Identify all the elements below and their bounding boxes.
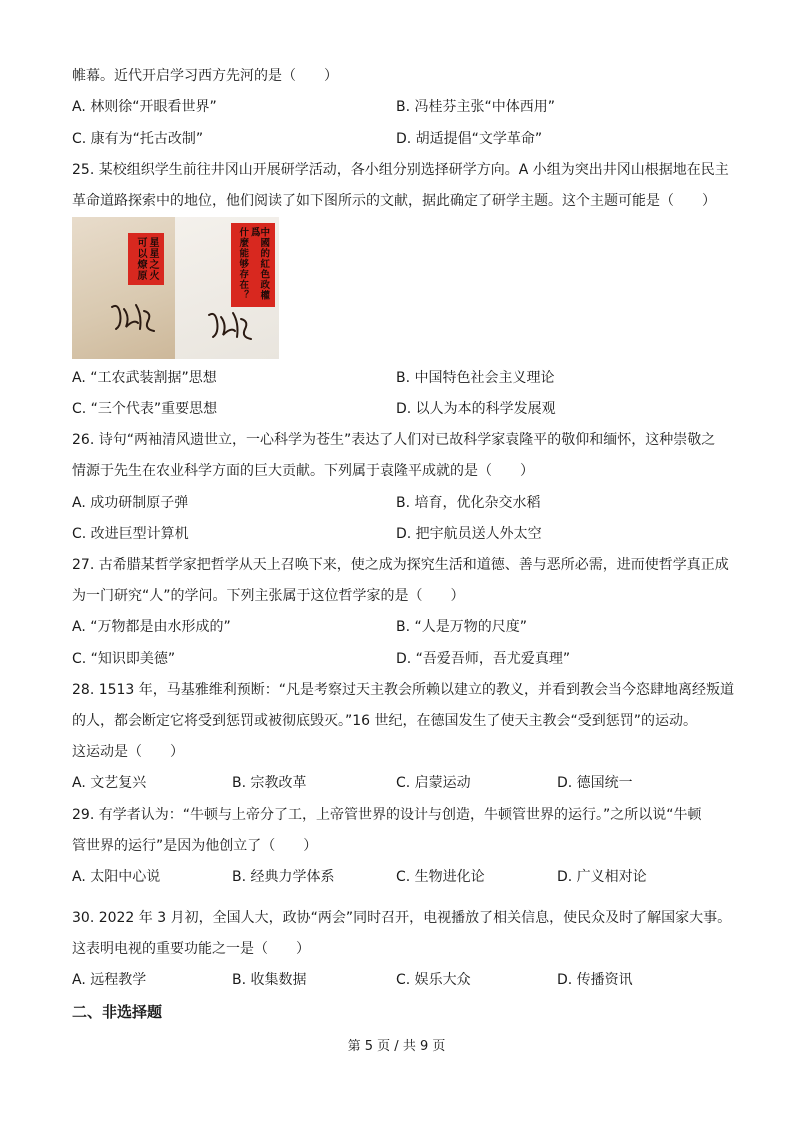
q28-option-a: A. 文艺复兴 [72, 775, 147, 791]
q28-option-b: B. 宗教改革 [232, 775, 307, 791]
q30-stem-line-1: 30. 2022 年 3 月初，全国人大，政协“两会”同时召开，电视播放了相关信息，使民众及时了解国家大事。 [72, 910, 732, 926]
q30-option-d: D. 传播资讯 [557, 972, 633, 988]
book2-title-col-1: 中國的紅色政權爲 [248, 227, 270, 301]
signature-icon [205, 307, 255, 347]
q28-option-c: C. 启蒙运动 [396, 775, 471, 791]
q30-option-a: A. 远程教学 [72, 972, 147, 988]
signature-icon [108, 299, 158, 339]
page-number-footer: 第 5 页 / 共 9 页 [347, 1039, 446, 1054]
q26-stem-line-1: 26. 诗句“两袖清风遗世立，一心科学为苍生”表达了人们对已故科学家袁隆平的敬仰和缅怀，这种崇敬之 [72, 432, 716, 448]
q30-option-b: B. 收集数据 [232, 972, 307, 988]
q25-option-a: A. “工农武装割据”思想 [72, 370, 217, 386]
book1-title-label [128, 233, 164, 285]
q29-option-a: A. 太阳中心说 [72, 869, 161, 885]
q25-option-c: C. “三个代表”重要思想 [72, 401, 218, 417]
q24-option-d: D. 胡适提倡“文学革命” [396, 131, 543, 147]
q30-option-c: C. 娱乐大众 [396, 972, 471, 988]
q28-stem-line-1: 28. 1513 年，马基雅维利预断：“凡是考察过天主教会所赖以建立的教义，并看到教会当今恣肆地离经叛道 [72, 682, 735, 698]
q25-option-b: B. 中国特色社会主义理论 [396, 370, 555, 386]
q27-option-c: C. “知识即美德” [72, 651, 176, 667]
q29-stem-line-1: 29. 有学者认为：“牛顿与上帝分了工，上帝管世界的设计与创造，牛顿管世界的运行。”之所以说“牛顿 [72, 807, 702, 823]
q26-option-b: B. 培育，优化杂交水稻 [396, 495, 541, 511]
book2-title-col-2: 什麼能够存在？ [237, 227, 249, 301]
q27-stem-line-1: 27. 古希腊某哲学家把哲学从天上召唤下来，使之成为探究生活和道德、善与恶所必需，进而使哲学真正成 [72, 557, 729, 573]
q30-stem-line-2: 这表明电视的重要功能之一是（ ） [72, 941, 310, 957]
q26-option-d: D. 把宇航员送人外太空 [396, 526, 542, 542]
q25-stem-line-2: 革命道路探索中的地位，他们阅读了如下图所示的文献，据此确定了研学主题。这个主题可能是（ ） [72, 193, 716, 209]
book1-title-col-1: 星星之火 [147, 237, 158, 281]
q26-stem-line-2: 情源于先生在农业科学方面的巨大贡献。下列属于袁隆平成就的是（ ） [72, 463, 534, 479]
q28-stem-line-3: 这运动是（ ） [72, 744, 184, 760]
q24-option-b: B. 冯桂芬主张“中体西用” [396, 99, 556, 115]
book-cover-hongsezhengquan [175, 217, 279, 359]
q28-stem-line-2: 的人，都会断定它将受到惩罚或被彻底毁灭。”16 世纪，在德国发生了使天主教会“受到惩罚”的运动。 [72, 713, 698, 729]
book-cover-xingxingzhihuo [72, 217, 175, 359]
q29-option-b: B. 经典力学体系 [232, 869, 335, 885]
q27-option-b: B. “人是万物的尺度” [396, 619, 528, 635]
section-title-non-choice: 二、非选择题 [72, 1003, 163, 1021]
q26-option-c: C. 改进巨型计算机 [72, 526, 189, 542]
question-24-stem: 帷幕。近代开启学习西方先河的是（ ） [72, 68, 338, 84]
q29-option-c: C. 生物进化论 [396, 869, 485, 885]
book-covers-image [72, 217, 279, 359]
q28-option-d: D. 德国统一 [557, 775, 633, 791]
q25-option-d: D. 以人为本的科学发展观 [396, 401, 556, 417]
q29-option-d: D. 广义相对论 [557, 869, 647, 885]
q27-option-d: D. “吾爱吾师，吾尤爱真理” [396, 651, 571, 667]
q26-option-a: A. 成功研制原子弹 [72, 495, 189, 511]
q24-option-c: C. 康有为“托古改制” [72, 131, 204, 147]
q24-option-a: A. 林则徐“开眼看世界” [72, 99, 217, 115]
q29-stem-line-2: 管世界的运行”是因为他创立了（ ） [72, 838, 318, 854]
book1-title-col-2: 可以燎原 [135, 237, 146, 281]
q27-stem-line-2: 为一门研究“人”的学问。下列主张属于这位哲学家的是（ ） [72, 588, 465, 604]
q27-option-a: A. “万物都是由水形成的” [72, 619, 231, 635]
book2-title-label [231, 223, 275, 307]
q25-stem-line-1: 25. 某校组织学生前往井冈山开展研学活动，各小组分别选择研学方向。A 小组为突出井冈山根据地在民主 [72, 162, 729, 178]
